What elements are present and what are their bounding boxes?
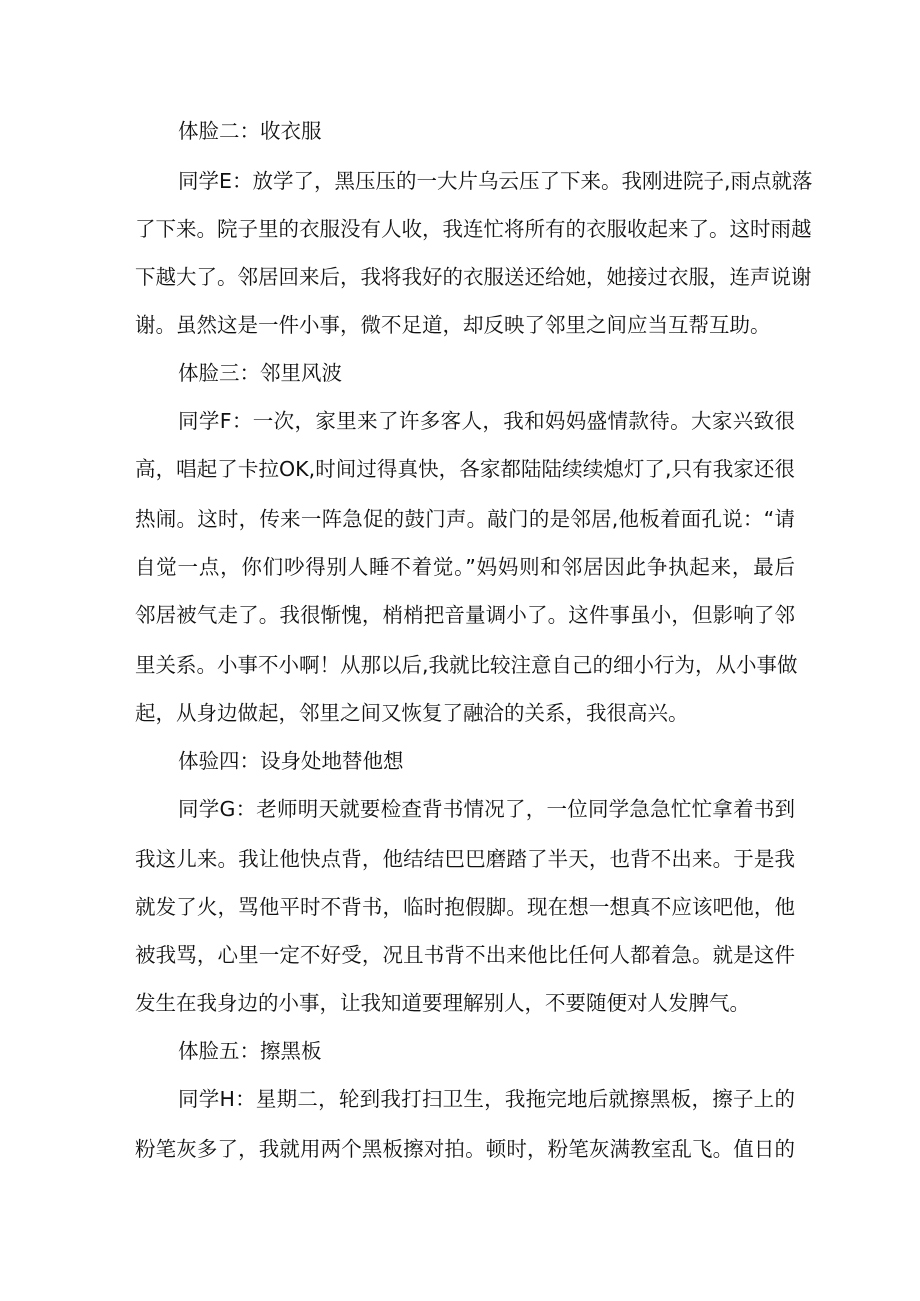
section-heading-neighbor-dispute: 体脸三：邻里风波 [178, 361, 342, 385]
paragraph-line: 粉笔灰多了，我就用两个黑板擦对拍。顿时，粉笔灰满教室乱飞。值日的 [135, 1137, 795, 1161]
paragraph-line: 里关系。小事不小啊！从那以后,我就比较注意自己的细小行为，从小事做 [135, 653, 798, 677]
paragraph-line: 同学G：老师明天就要检查背书情况了，一位同学急急忙忙拿着书到 [178, 797, 795, 821]
paragraph-line: 自觉一点，你们吵得别人睡不着觉。”妈妈则和邻居因此争执起来，最后 [135, 555, 795, 579]
paragraph-line: 起，从身边做起，邻里之间又恢复了融洽的关系，我很高兴。 [135, 701, 689, 725]
paragraph-line: 同学E：放学了，黑压压的一大片乌云压了下来。我刚进院子,雨点就落 [178, 169, 813, 193]
paragraph-line: 就发了火，骂他平时不背书，临时抱假脚。现在想一想真不应该吧他，他 [135, 895, 795, 919]
paragraph-line: 谢。虽然这是一件小事，微不足道，却反映了邻里之间应当互帮互助。 [135, 313, 771, 337]
section-heading-blackboard: 体脸五：擦黑板 [178, 1039, 322, 1063]
paragraph-line: 同学H：星期二，轮到我打扫卫生，我拖完地后就擦黑板，擦子上的 [178, 1087, 795, 1111]
paragraph-line: 我这儿来。我让他快点背，他结结巴巴磨踏了半天，也背不出来。于是我 [135, 847, 795, 871]
section-heading-empathy: 体验四：设身处地替他想 [178, 749, 404, 773]
paragraph-line: 被我骂，心里一定不好受，况且书背不出来他比任何人都着急。就是这件 [135, 943, 795, 967]
paragraph-line: 了下来。院子里的衣服没有人收，我连忙将所有的衣服收起来了。这时雨越 [135, 217, 812, 241]
section-heading-clothes: 体脸二：收衣服 [178, 119, 322, 143]
paragraph-line: 热闹。这时，传来一阵急促的鼓门声。敲门的是邻居,他板着面孔说：“请 [135, 507, 795, 531]
paragraph-line: 邻居被气走了。我很惭愧，梢梢把音量调小了。这件事虽小，但影响了邻 [135, 603, 795, 627]
paragraph-line: 同学F：一次，家里来了许多客人，我和妈妈盛情款待。大家兴致很 [178, 409, 795, 433]
paragraph-line: 发生在我身边的小事，让我知道要理解别人，不要随便对人发脾气。 [135, 991, 750, 1015]
paragraph-line: 高，唱起了卡拉OK,时间过得真快，各家都陆陆续续熄灯了,只有我家还很 [135, 457, 795, 481]
paragraph-line: 下越大了。邻居回来后，我将我好的衣服送还给她，她接过衣服，连声说谢 [135, 265, 812, 289]
